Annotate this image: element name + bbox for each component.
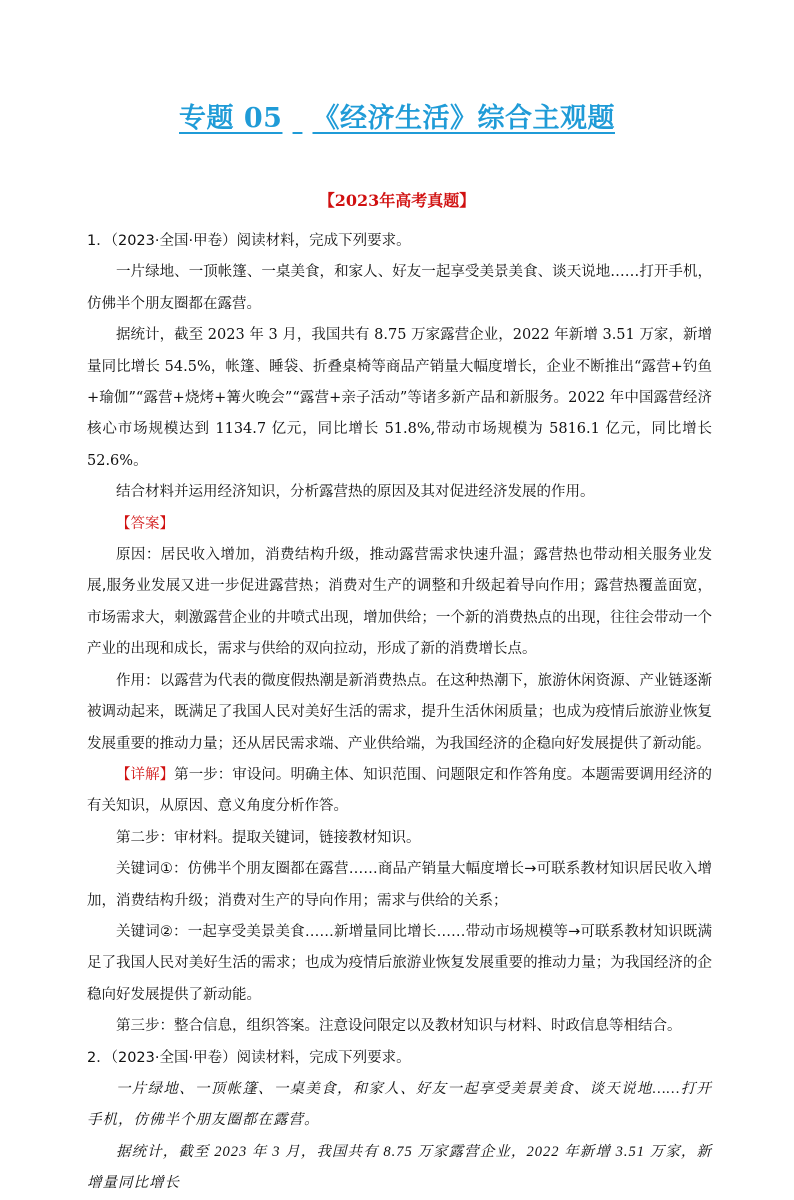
keyword-1: 关键词①：仿佛半个朋友圈都在露营……商品产销量大幅度增长→可联系教材知识居民收入增加，消费结构升级；消费对生产的导向作用；需求与供给的关系； xyxy=(87,861,712,909)
section-heading: 【2023年高考真题】 xyxy=(318,191,476,210)
detail-label: 【详解】 xyxy=(116,766,175,783)
detail-step-1 xyxy=(87,760,712,823)
question-1-material-1: 一片绿地、一顶帐篷、一桌美食，和家人、好友一起享受美景美食、谈天说地……打开手机，仿佛半个朋友圈都在露营。 xyxy=(87,264,712,312)
question-2-header: 2．（2023·全国·甲卷）阅读材料，完成下列要求。 xyxy=(87,1049,411,1066)
question-2-material-1: 一片绿地、一顶帐篷、一桌美食，和家人、好友一起享受美景美食、谈天说地……打开手机，仿佛半个朋友圈都在露营。 xyxy=(87,1080,712,1129)
title-gap xyxy=(282,103,312,134)
answer-label: 【答案】 xyxy=(116,515,174,532)
question-1-header: 1．（2023·全国·甲卷）阅读材料，完成下列要求。 xyxy=(87,233,411,249)
detail-step-1-text: 第一步：审设问。明确主体、知识范围、问题限定和作答角度。本题需要调用经济的有关知识，从原因、意义角度分析作答。 xyxy=(87,766,713,815)
question-1-prompt: 结合材料并运用经济知识，分析露营热的原因及其对促进经济发展的作用。 xyxy=(116,484,595,501)
document-body xyxy=(87,226,712,1200)
keyword-2: 关键词②：一起享受美景美食……新增量同比增长……带动市场规模等→可联系教材知识既满足了我国人民对美好生活的需求；也成为疫情后旅游业恢复发展重要的推动力量；为我国经济的企稳向好发展提供了新动能。 xyxy=(87,923,712,1003)
question-2-material-2: 据统计，截至 2023 年 3 月，我国共有 8.75 万家露营企业，2022 年新增 3.51 万家，新增量同比增长 xyxy=(87,1143,712,1192)
question-1-material-2: 据统计，截至 2023 年 3 月，我国共有 8.75 万家露营企业，2022 年新增 3.51 万家，新增量同比增长 54.5%，帐篷、睡袋、折叠桌椅等商品产销量大幅度增长，企业不断推出“露营+钓鱼+瑜伽”“露营+烧烤+篝火晚会”“露营+亲子活动”等诸多新产品和新服务。2022 年中国露营经济核心市场规模达到 1134.7 亿元，同比增长 51.8%,带动市场规模为 5816.1 亿元，同比增长 52.6%。 xyxy=(87,327,712,469)
title-topic-name: 《经济生活》综合主观题 xyxy=(312,103,615,134)
detail-step-2: 第二步：审材料。提取关键词，链接教材知识。 xyxy=(116,829,421,846)
title-topic-number: 专题 05 xyxy=(179,103,283,134)
document-title xyxy=(0,96,794,135)
detail-step-3: 第三步：整合信息，组织答案。注意设问限定以及教材知识与材料、时政信息等相结合。 xyxy=(116,1018,682,1035)
answer-effect: 作用：以露营为代表的微度假热潮是新消费热点。在这种热潮下，旅游休闲资源、产业链逐渐被调动起来，既满足了我国人民对美好生活的需求，提升生活休闲质量；也成为疫情后旅游业恢复发展重要的推动力量；还从居民需求端、产业供给端，为我国经济的企稳向好发展提供了新动能。 xyxy=(87,672,712,752)
answer-cause: 原因：居民收入增加，消费结构升级，推动露营需求快速升温；露营热也带动相关服务业发展,服务业发展又进一步促进露营热；消费对生产的调整和升级起着导向作用；露营热覆盖面宽，市场需求大，刺激露营企业的井喷式出现，增加供给；一个新的消费热点的出现，往往会带动一个产业的出现和成长，需求与供给的双向拉动，形成了新的消费增长点。 xyxy=(87,547,712,658)
